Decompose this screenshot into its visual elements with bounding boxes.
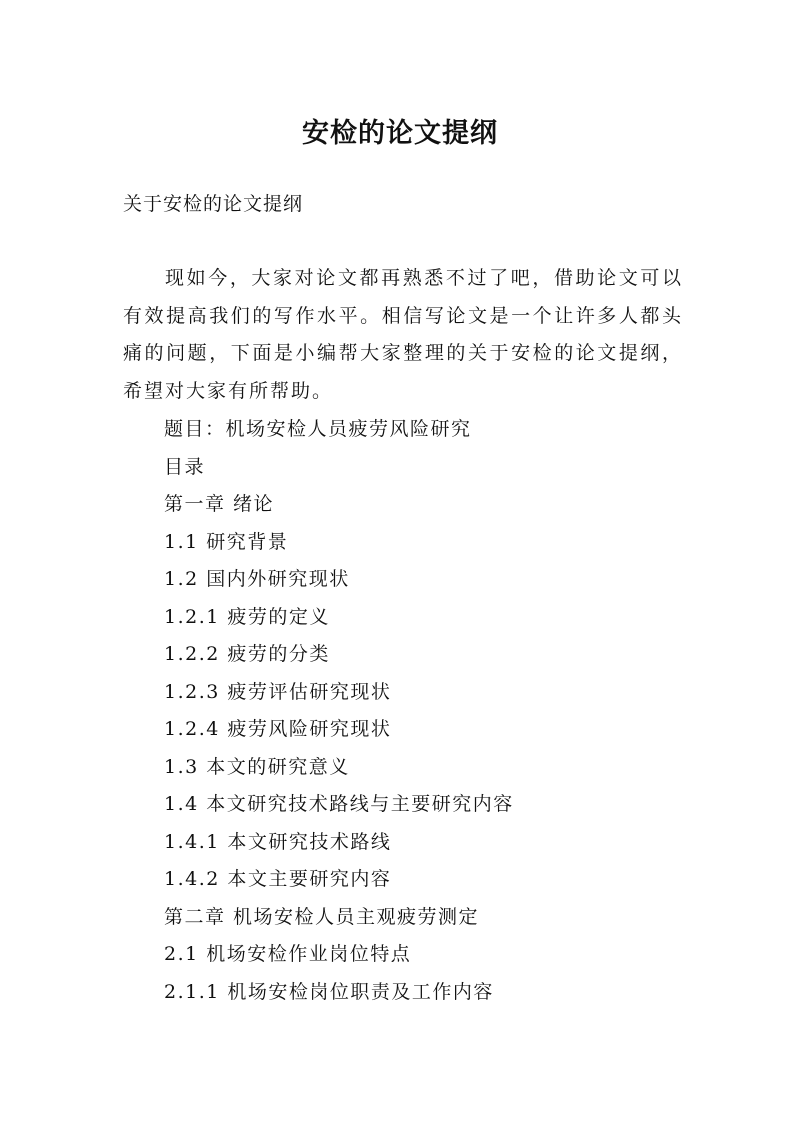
outline-line-1-1: 1.1 研究背景 [164, 530, 289, 553]
document-title: 安检的论文提纲 [302, 118, 498, 150]
outline-line-2-1-1: 2.1.1 机场安检岗位职责及工作内容 [164, 980, 494, 1003]
outline-line-1-3: 1.3 本文的研究意义 [164, 755, 350, 778]
outline-line-1-2-2: 1.2.2 疲劳的分类 [164, 643, 330, 665]
outline-line-1-2: 1.2 国内外研究现状 [164, 568, 350, 590]
outline-line-2-1: 2.1 机场安检作业岗位特点 [164, 943, 412, 965]
outline-line-1-4: 1.4 本文研究技术路线与主要研究内容 [164, 793, 514, 815]
document-subtitle: 关于安检的论文提纲 [123, 193, 304, 215]
outline-line-1-4-2: 1.4.2 本文主要研究内容 [164, 868, 392, 890]
outline-line-chapter-1: 第一章 绪论 [164, 493, 275, 515]
outline-line-1-4-1: 1.4.1 本文研究技术路线 [164, 830, 392, 853]
intro-paragraph: 现如今，大家对论文都再熟悉不过了吧，借助论文可以有效提高我们的写作水平。相信写论文是一个让许多人都头痛的问题，下面是小编帮大家整理的关于安检的论文提纲，希望对大家有所帮助。 [123, 267, 683, 402]
outline-line-1-2-3: 1.2.3 疲劳评估研究现状 [164, 680, 392, 703]
outline-line-chapter-2: 第二章 机场安检人员主观疲劳测定 [164, 905, 480, 928]
outline-list [164, 411, 514, 1011]
outline-line-topic: 题目：机场安检人员疲劳风险研究 [164, 418, 472, 440]
outline-line-1-2-4: 1.2.4 疲劳风险研究现状 [164, 718, 392, 740]
outline-line-1-2-1: 1.2.1 疲劳的定义 [164, 605, 330, 628]
outline-line-toc-heading: 目录 [164, 455, 206, 478]
